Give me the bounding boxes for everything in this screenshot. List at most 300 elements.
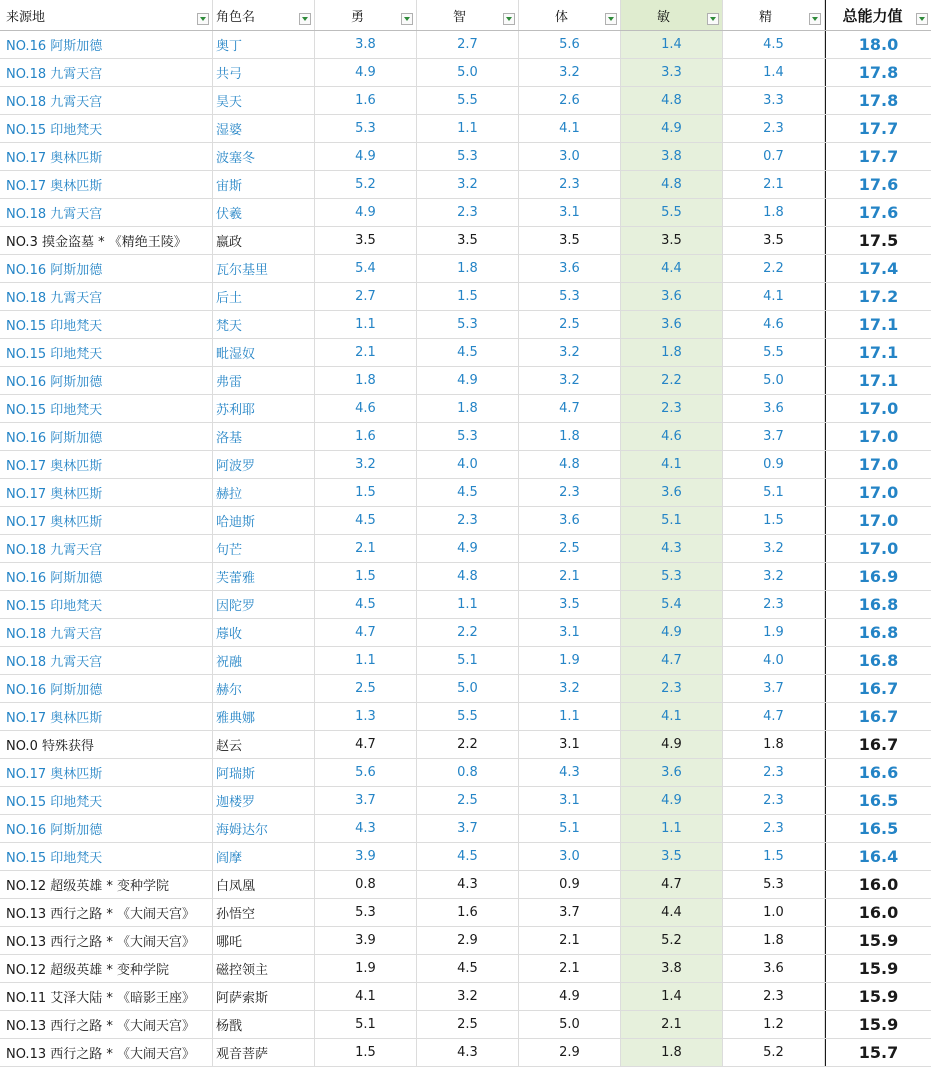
physique-cell[interactable]: 5.6 — [519, 31, 621, 58]
courage-cell[interactable]: 3.8 — [315, 31, 417, 58]
intellect-cell[interactable]: 4.3 — [417, 1039, 519, 1066]
name-cell[interactable]: 苏利耶 — [213, 395, 315, 422]
spirit-cell[interactable]: 1.8 — [723, 927, 825, 954]
total-cell[interactable]: 18.0 — [825, 31, 931, 58]
agility-cell[interactable]: 4.1 — [621, 703, 723, 730]
spirit-cell[interactable]: 2.3 — [723, 591, 825, 618]
physique-cell[interactable]: 1.8 — [519, 423, 621, 450]
header-role-name[interactable] — [213, 0, 315, 30]
header-agility[interactable] — [621, 0, 723, 30]
intellect-cell[interactable]: 5.5 — [417, 703, 519, 730]
total-cell[interactable]: 17.7 — [825, 115, 931, 142]
name-cell[interactable]: 哈迪斯 — [213, 507, 315, 534]
courage-cell[interactable]: 4.3 — [315, 815, 417, 842]
spirit-cell[interactable]: 2.3 — [723, 983, 825, 1010]
intellect-cell[interactable]: 5.3 — [417, 423, 519, 450]
courage-cell[interactable]: 3.5 — [315, 227, 417, 254]
name-cell[interactable]: 句芒 — [213, 535, 315, 562]
spirit-cell[interactable]: 3.6 — [723, 955, 825, 982]
source-cell[interactable]: NO.15 印地梵天 — [0, 339, 213, 366]
spirit-cell[interactable]: 3.7 — [723, 423, 825, 450]
spirit-cell[interactable]: 0.7 — [723, 143, 825, 170]
agility-cell[interactable]: 4.7 — [621, 871, 723, 898]
intellect-cell[interactable]: 2.3 — [417, 507, 519, 534]
source-cell[interactable]: NO.18 九霄天宫 — [0, 647, 213, 674]
total-cell[interactable]: 16.5 — [825, 815, 931, 842]
agility-cell[interactable]: 1.8 — [621, 339, 723, 366]
physique-cell[interactable]: 5.0 — [519, 1011, 621, 1038]
courage-cell[interactable]: 5.4 — [315, 255, 417, 282]
total-cell[interactable]: 16.7 — [825, 703, 931, 730]
spirit-cell[interactable]: 5.0 — [723, 367, 825, 394]
spirit-cell[interactable]: 2.3 — [723, 115, 825, 142]
intellect-cell[interactable]: 2.3 — [417, 199, 519, 226]
intellect-cell[interactable]: 4.9 — [417, 535, 519, 562]
total-cell[interactable]: 17.1 — [825, 367, 931, 394]
header-spirit[interactable] — [723, 0, 825, 30]
intellect-cell[interactable]: 3.2 — [417, 983, 519, 1010]
agility-cell[interactable]: 4.3 — [621, 535, 723, 562]
intellect-cell[interactable]: 4.5 — [417, 339, 519, 366]
physique-cell[interactable]: 5.3 — [519, 283, 621, 310]
source-cell[interactable]: NO.18 九霄天宫 — [0, 619, 213, 646]
source-cell[interactable]: NO.0 特殊获得 — [0, 731, 213, 758]
physique-cell[interactable]: 3.1 — [519, 787, 621, 814]
physique-cell[interactable]: 2.1 — [519, 955, 621, 982]
name-cell[interactable]: 阎摩 — [213, 843, 315, 870]
agility-cell[interactable]: 3.6 — [621, 311, 723, 338]
name-cell[interactable]: 阿萨索斯 — [213, 983, 315, 1010]
physique-cell[interactable]: 2.1 — [519, 927, 621, 954]
physique-cell[interactable]: 3.0 — [519, 843, 621, 870]
spirit-cell[interactable]: 3.2 — [723, 535, 825, 562]
source-cell[interactable]: NO.13 西行之路 * 《大闹天宫》 — [0, 927, 213, 954]
filter-dropdown-icon[interactable] — [401, 13, 413, 25]
agility-cell[interactable]: 3.8 — [621, 143, 723, 170]
physique-cell[interactable]: 4.3 — [519, 759, 621, 786]
agility-cell[interactable]: 3.6 — [621, 479, 723, 506]
agility-cell[interactable]: 3.5 — [621, 227, 723, 254]
courage-cell[interactable]: 3.9 — [315, 927, 417, 954]
agility-cell[interactable]: 4.6 — [621, 423, 723, 450]
physique-cell[interactable]: 3.0 — [519, 143, 621, 170]
name-cell[interactable]: 磁控领主 — [213, 955, 315, 982]
total-cell[interactable]: 17.6 — [825, 171, 931, 198]
physique-cell[interactable]: 4.9 — [519, 983, 621, 1010]
intellect-cell[interactable]: 5.1 — [417, 647, 519, 674]
name-cell[interactable]: 蓐收 — [213, 619, 315, 646]
physique-cell[interactable]: 1.1 — [519, 703, 621, 730]
total-cell[interactable]: 16.8 — [825, 619, 931, 646]
name-cell[interactable]: 祝融 — [213, 647, 315, 674]
source-cell[interactable]: NO.16 阿斯加德 — [0, 815, 213, 842]
spirit-cell[interactable]: 1.5 — [723, 507, 825, 534]
spirit-cell[interactable]: 5.3 — [723, 871, 825, 898]
agility-cell[interactable]: 4.9 — [621, 787, 723, 814]
spirit-cell[interactable]: 1.5 — [723, 843, 825, 870]
agility-cell[interactable]: 4.1 — [621, 451, 723, 478]
name-cell[interactable]: 瓦尔基里 — [213, 255, 315, 282]
courage-cell[interactable]: 2.1 — [315, 339, 417, 366]
source-cell[interactable]: NO.16 阿斯加德 — [0, 31, 213, 58]
filter-dropdown-icon[interactable] — [707, 13, 719, 25]
spirit-cell[interactable]: 5.5 — [723, 339, 825, 366]
agility-cell[interactable]: 5.1 — [621, 507, 723, 534]
source-cell[interactable]: NO.13 西行之路 * 《大闹天宫》 — [0, 1011, 213, 1038]
name-cell[interactable]: 孙悟空 — [213, 899, 315, 926]
courage-cell[interactable]: 1.6 — [315, 423, 417, 450]
intellect-cell[interactable]: 2.9 — [417, 927, 519, 954]
courage-cell[interactable]: 3.7 — [315, 787, 417, 814]
header-intellect[interactable] — [417, 0, 519, 30]
spirit-cell[interactable]: 2.2 — [723, 255, 825, 282]
courage-cell[interactable]: 4.5 — [315, 591, 417, 618]
source-cell[interactable]: NO.16 阿斯加德 — [0, 563, 213, 590]
intellect-cell[interactable]: 4.9 — [417, 367, 519, 394]
source-cell[interactable]: NO.11 艾泽大陆 * 《暗影王座》 — [0, 983, 213, 1010]
spirit-cell[interactable]: 3.5 — [723, 227, 825, 254]
total-cell[interactable]: 17.5 — [825, 227, 931, 254]
total-cell[interactable]: 15.9 — [825, 1011, 931, 1038]
physique-cell[interactable]: 3.2 — [519, 339, 621, 366]
spirit-cell[interactable]: 1.4 — [723, 59, 825, 86]
spirit-cell[interactable]: 0.9 — [723, 451, 825, 478]
name-cell[interactable]: 白凤凰 — [213, 871, 315, 898]
intellect-cell[interactable]: 4.5 — [417, 843, 519, 870]
agility-cell[interactable]: 3.5 — [621, 843, 723, 870]
physique-cell[interactable]: 2.1 — [519, 563, 621, 590]
physique-cell[interactable]: 3.7 — [519, 899, 621, 926]
name-cell[interactable]: 伏羲 — [213, 199, 315, 226]
intellect-cell[interactable]: 1.8 — [417, 255, 519, 282]
physique-cell[interactable]: 3.1 — [519, 199, 621, 226]
name-cell[interactable]: 杨戬 — [213, 1011, 315, 1038]
agility-cell[interactable]: 2.2 — [621, 367, 723, 394]
agility-cell[interactable]: 1.4 — [621, 983, 723, 1010]
courage-cell[interactable]: 4.9 — [315, 143, 417, 170]
total-cell[interactable]: 15.7 — [825, 1039, 931, 1066]
spirit-cell[interactable]: 4.6 — [723, 311, 825, 338]
name-cell[interactable]: 哪吒 — [213, 927, 315, 954]
agility-cell[interactable]: 3.3 — [621, 59, 723, 86]
courage-cell[interactable]: 1.9 — [315, 955, 417, 982]
courage-cell[interactable]: 4.7 — [315, 731, 417, 758]
source-cell[interactable]: NO.17 奥林匹斯 — [0, 507, 213, 534]
physique-cell[interactable]: 4.1 — [519, 115, 621, 142]
source-cell[interactable]: NO.16 阿斯加德 — [0, 423, 213, 450]
name-cell[interactable]: 观音菩萨 — [213, 1039, 315, 1066]
spirit-cell[interactable]: 4.1 — [723, 283, 825, 310]
intellect-cell[interactable]: 4.0 — [417, 451, 519, 478]
intellect-cell[interactable]: 0.8 — [417, 759, 519, 786]
physique-cell[interactable]: 4.8 — [519, 451, 621, 478]
source-cell[interactable]: NO.15 印地梵天 — [0, 787, 213, 814]
agility-cell[interactable]: 4.9 — [621, 115, 723, 142]
total-cell[interactable]: 16.6 — [825, 759, 931, 786]
name-cell[interactable]: 奥丁 — [213, 31, 315, 58]
intellect-cell[interactable]: 2.5 — [417, 787, 519, 814]
spirit-cell[interactable]: 3.2 — [723, 563, 825, 590]
total-cell[interactable]: 17.7 — [825, 143, 931, 170]
filter-dropdown-icon[interactable] — [605, 13, 617, 25]
physique-cell[interactable]: 2.5 — [519, 311, 621, 338]
courage-cell[interactable]: 1.5 — [315, 479, 417, 506]
name-cell[interactable]: 梵天 — [213, 311, 315, 338]
physique-cell[interactable]: 3.2 — [519, 367, 621, 394]
name-cell[interactable]: 因陀罗 — [213, 591, 315, 618]
name-cell[interactable]: 弗雷 — [213, 367, 315, 394]
source-cell[interactable]: NO.17 奥林匹斯 — [0, 703, 213, 730]
agility-cell[interactable]: 2.3 — [621, 395, 723, 422]
name-cell[interactable]: 阿瑞斯 — [213, 759, 315, 786]
total-cell[interactable]: 16.8 — [825, 591, 931, 618]
intellect-cell[interactable]: 3.2 — [417, 171, 519, 198]
source-cell[interactable]: NO.17 奥林匹斯 — [0, 171, 213, 198]
physique-cell[interactable]: 0.9 — [519, 871, 621, 898]
name-cell[interactable]: 雅典娜 — [213, 703, 315, 730]
filter-dropdown-icon[interactable] — [503, 13, 515, 25]
intellect-cell[interactable]: 2.5 — [417, 1011, 519, 1038]
courage-cell[interactable]: 4.6 — [315, 395, 417, 422]
agility-cell[interactable]: 4.8 — [621, 171, 723, 198]
total-cell[interactable]: 17.0 — [825, 395, 931, 422]
intellect-cell[interactable]: 2.2 — [417, 731, 519, 758]
total-cell[interactable]: 17.4 — [825, 255, 931, 282]
physique-cell[interactable]: 3.2 — [519, 675, 621, 702]
source-cell[interactable]: NO.18 九霄天宫 — [0, 199, 213, 226]
total-cell[interactable]: 17.0 — [825, 535, 931, 562]
spirit-cell[interactable]: 3.6 — [723, 395, 825, 422]
spirit-cell[interactable]: 5.2 — [723, 1039, 825, 1066]
intellect-cell[interactable]: 1.6 — [417, 899, 519, 926]
spirit-cell[interactable]: 5.1 — [723, 479, 825, 506]
name-cell[interactable]: 后土 — [213, 283, 315, 310]
spirit-cell[interactable]: 1.8 — [723, 731, 825, 758]
total-cell[interactable]: 17.1 — [825, 311, 931, 338]
source-cell[interactable]: NO.17 奥林匹斯 — [0, 143, 213, 170]
courage-cell[interactable]: 2.5 — [315, 675, 417, 702]
physique-cell[interactable]: 2.3 — [519, 171, 621, 198]
filter-dropdown-icon[interactable] — [197, 13, 209, 25]
total-cell[interactable]: 17.8 — [825, 59, 931, 86]
total-cell[interactable]: 17.0 — [825, 423, 931, 450]
name-cell[interactable]: 宙斯 — [213, 171, 315, 198]
courage-cell[interactable]: 5.1 — [315, 1011, 417, 1038]
agility-cell[interactable]: 2.1 — [621, 1011, 723, 1038]
spirit-cell[interactable]: 2.3 — [723, 787, 825, 814]
intellect-cell[interactable]: 4.3 — [417, 871, 519, 898]
total-cell[interactable]: 16.0 — [825, 871, 931, 898]
spirit-cell[interactable]: 4.5 — [723, 31, 825, 58]
source-cell[interactable]: NO.18 九霄天宫 — [0, 59, 213, 86]
agility-cell[interactable]: 5.5 — [621, 199, 723, 226]
intellect-cell[interactable]: 5.0 — [417, 675, 519, 702]
intellect-cell[interactable]: 3.5 — [417, 227, 519, 254]
source-cell[interactable]: NO.17 奥林匹斯 — [0, 759, 213, 786]
courage-cell[interactable]: 0.8 — [315, 871, 417, 898]
total-cell[interactable]: 17.6 — [825, 199, 931, 226]
agility-cell[interactable]: 5.4 — [621, 591, 723, 618]
physique-cell[interactable]: 3.6 — [519, 507, 621, 534]
intellect-cell[interactable]: 5.5 — [417, 87, 519, 114]
courage-cell[interactable]: 5.3 — [315, 899, 417, 926]
total-cell[interactable]: 15.9 — [825, 927, 931, 954]
courage-cell[interactable]: 2.1 — [315, 535, 417, 562]
source-cell[interactable]: NO.12 超级英雄 * 变种学院 — [0, 871, 213, 898]
name-cell[interactable]: 嬴政 — [213, 227, 315, 254]
courage-cell[interactable]: 1.5 — [315, 1039, 417, 1066]
spirit-cell[interactable]: 1.0 — [723, 899, 825, 926]
filter-dropdown-icon[interactable] — [916, 13, 928, 25]
spirit-cell[interactable]: 4.7 — [723, 703, 825, 730]
total-cell[interactable]: 17.8 — [825, 87, 931, 114]
source-cell[interactable]: NO.13 西行之路 * 《大闹天宫》 — [0, 899, 213, 926]
courage-cell[interactable]: 1.8 — [315, 367, 417, 394]
name-cell[interactable]: 阿波罗 — [213, 451, 315, 478]
total-cell[interactable]: 17.2 — [825, 283, 931, 310]
source-cell[interactable]: NO.16 阿斯加德 — [0, 367, 213, 394]
total-cell[interactable]: 17.1 — [825, 339, 931, 366]
total-cell[interactable]: 15.9 — [825, 955, 931, 982]
source-cell[interactable]: NO.3 摸金盗墓 * 《精绝王陵》 — [0, 227, 213, 254]
source-cell[interactable]: NO.15 印地梵天 — [0, 843, 213, 870]
agility-cell[interactable]: 4.4 — [621, 899, 723, 926]
physique-cell[interactable]: 1.9 — [519, 647, 621, 674]
name-cell[interactable]: 赫拉 — [213, 479, 315, 506]
physique-cell[interactable]: 3.1 — [519, 731, 621, 758]
physique-cell[interactable]: 2.9 — [519, 1039, 621, 1066]
name-cell[interactable]: 毗湿奴 — [213, 339, 315, 366]
spirit-cell[interactable]: 3.7 — [723, 675, 825, 702]
intellect-cell[interactable]: 3.7 — [417, 815, 519, 842]
total-cell[interactable]: 16.7 — [825, 675, 931, 702]
agility-cell[interactable]: 4.7 — [621, 647, 723, 674]
spirit-cell[interactable]: 4.0 — [723, 647, 825, 674]
header-source[interactable] — [0, 0, 213, 30]
total-cell[interactable]: 15.9 — [825, 983, 931, 1010]
source-cell[interactable]: NO.15 印地梵天 — [0, 591, 213, 618]
intellect-cell[interactable]: 1.1 — [417, 591, 519, 618]
header-total[interactable] — [825, 0, 931, 30]
courage-cell[interactable]: 1.6 — [315, 87, 417, 114]
intellect-cell[interactable]: 4.8 — [417, 563, 519, 590]
intellect-cell[interactable]: 5.3 — [417, 143, 519, 170]
intellect-cell[interactable]: 5.0 — [417, 59, 519, 86]
source-cell[interactable]: NO.17 奥林匹斯 — [0, 479, 213, 506]
physique-cell[interactable]: 3.2 — [519, 59, 621, 86]
source-cell[interactable]: NO.15 印地梵天 — [0, 311, 213, 338]
courage-cell[interactable]: 1.5 — [315, 563, 417, 590]
physique-cell[interactable]: 3.5 — [519, 227, 621, 254]
intellect-cell[interactable]: 5.3 — [417, 311, 519, 338]
intellect-cell[interactable]: 2.2 — [417, 619, 519, 646]
physique-cell[interactable]: 5.1 — [519, 815, 621, 842]
spirit-cell[interactable]: 2.3 — [723, 815, 825, 842]
courage-cell[interactable]: 3.2 — [315, 451, 417, 478]
header-physique[interactable] — [519, 0, 621, 30]
total-cell[interactable]: 16.4 — [825, 843, 931, 870]
total-cell[interactable]: 17.0 — [825, 479, 931, 506]
agility-cell[interactable]: 3.6 — [621, 283, 723, 310]
agility-cell[interactable]: 4.4 — [621, 255, 723, 282]
intellect-cell[interactable]: 1.5 — [417, 283, 519, 310]
total-cell[interactable]: 16.0 — [825, 899, 931, 926]
spirit-cell[interactable]: 3.3 — [723, 87, 825, 114]
agility-cell[interactable]: 3.6 — [621, 759, 723, 786]
intellect-cell[interactable]: 4.5 — [417, 955, 519, 982]
source-cell[interactable]: NO.18 九霄天宫 — [0, 87, 213, 114]
physique-cell[interactable]: 2.6 — [519, 87, 621, 114]
spirit-cell[interactable]: 2.1 — [723, 171, 825, 198]
name-cell[interactable]: 湿婆 — [213, 115, 315, 142]
intellect-cell[interactable]: 1.8 — [417, 395, 519, 422]
agility-cell[interactable]: 2.3 — [621, 675, 723, 702]
total-cell[interactable]: 16.5 — [825, 787, 931, 814]
source-cell[interactable]: NO.15 印地梵天 — [0, 115, 213, 142]
courage-cell[interactable]: 1.1 — [315, 311, 417, 338]
name-cell[interactable]: 迦楼罗 — [213, 787, 315, 814]
courage-cell[interactable]: 4.5 — [315, 507, 417, 534]
source-cell[interactable]: NO.13 西行之路 * 《大闹天宫》 — [0, 1039, 213, 1066]
courage-cell[interactable]: 4.7 — [315, 619, 417, 646]
agility-cell[interactable]: 5.3 — [621, 563, 723, 590]
courage-cell[interactable]: 4.9 — [315, 199, 417, 226]
intellect-cell[interactable]: 2.7 — [417, 31, 519, 58]
intellect-cell[interactable]: 1.1 — [417, 115, 519, 142]
physique-cell[interactable]: 2.5 — [519, 535, 621, 562]
agility-cell[interactable]: 4.9 — [621, 731, 723, 758]
total-cell[interactable]: 16.8 — [825, 647, 931, 674]
source-cell[interactable]: NO.12 超级英雄 * 变种学院 — [0, 955, 213, 982]
name-cell[interactable]: 海姆达尔 — [213, 815, 315, 842]
name-cell[interactable]: 赫尔 — [213, 675, 315, 702]
physique-cell[interactable]: 3.1 — [519, 619, 621, 646]
name-cell[interactable]: 波塞冬 — [213, 143, 315, 170]
physique-cell[interactable]: 4.7 — [519, 395, 621, 422]
total-cell[interactable]: 16.7 — [825, 731, 931, 758]
source-cell[interactable]: NO.17 奥林匹斯 — [0, 451, 213, 478]
agility-cell[interactable]: 4.8 — [621, 87, 723, 114]
source-cell[interactable]: NO.16 阿斯加德 — [0, 255, 213, 282]
courage-cell[interactable]: 5.3 — [315, 115, 417, 142]
courage-cell[interactable]: 1.3 — [315, 703, 417, 730]
filter-dropdown-icon[interactable] — [809, 13, 821, 25]
physique-cell[interactable]: 2.3 — [519, 479, 621, 506]
filter-dropdown-icon[interactable] — [299, 13, 311, 25]
total-cell[interactable]: 17.0 — [825, 451, 931, 478]
agility-cell[interactable]: 1.1 — [621, 815, 723, 842]
spirit-cell[interactable]: 1.2 — [723, 1011, 825, 1038]
courage-cell[interactable]: 4.9 — [315, 59, 417, 86]
total-cell[interactable]: 17.0 — [825, 507, 931, 534]
spirit-cell[interactable]: 1.8 — [723, 199, 825, 226]
name-cell[interactable]: 昊天 — [213, 87, 315, 114]
total-cell[interactable]: 16.9 — [825, 563, 931, 590]
name-cell[interactable]: 共弓 — [213, 59, 315, 86]
intellect-cell[interactable]: 4.5 — [417, 479, 519, 506]
name-cell[interactable]: 赵云 — [213, 731, 315, 758]
spirit-cell[interactable]: 2.3 — [723, 759, 825, 786]
agility-cell[interactable]: 1.4 — [621, 31, 723, 58]
courage-cell[interactable]: 5.2 — [315, 171, 417, 198]
source-cell[interactable]: NO.15 印地梵天 — [0, 395, 213, 422]
physique-cell[interactable]: 3.6 — [519, 255, 621, 282]
courage-cell[interactable]: 3.9 — [315, 843, 417, 870]
courage-cell[interactable]: 1.1 — [315, 647, 417, 674]
physique-cell[interactable]: 3.5 — [519, 591, 621, 618]
agility-cell[interactable]: 5.2 — [621, 927, 723, 954]
agility-cell[interactable]: 4.9 — [621, 619, 723, 646]
